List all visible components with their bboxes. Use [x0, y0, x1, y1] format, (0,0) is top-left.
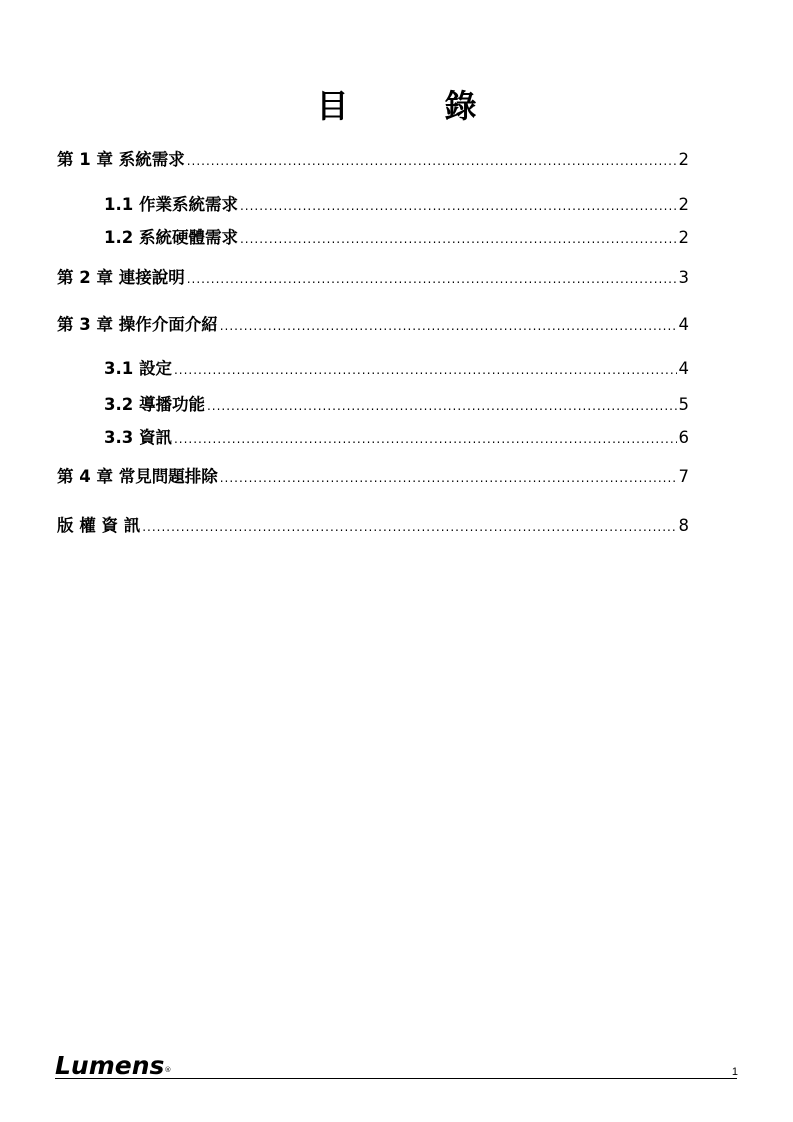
toc-leader-dots	[240, 227, 677, 251]
registered-mark: ®	[164, 1066, 172, 1074]
toc-entry-page: 6	[678, 428, 689, 447]
toc-entry-page: 5	[678, 395, 689, 414]
toc-leader-dots	[220, 466, 677, 490]
toc-leader-dots	[174, 427, 677, 451]
toc-entry-label: 1.1 作業系統需求	[104, 195, 238, 214]
toc-entry-label: 第 4 章 常見問題排除	[57, 467, 218, 486]
toc-entry-label: 版 權 資 訊	[57, 516, 141, 535]
toc-entry-label: 1.2 系統硬體需求	[104, 228, 238, 247]
toc-entry-page: 4	[678, 315, 689, 334]
toc-entry-section-3-2[interactable]	[104, 393, 689, 417]
page-number: 1	[731, 1066, 738, 1078]
toc-leader-dots	[207, 394, 677, 418]
toc-entry-page: 2	[678, 150, 689, 169]
toc-leader-dots	[187, 267, 677, 291]
toc-entry-page: 2	[678, 195, 689, 214]
toc-entry-copyright[interactable]	[57, 514, 689, 538]
toc-entry-chapter-1[interactable]	[57, 148, 689, 172]
toc-entry-page: 7	[678, 467, 689, 486]
toc-leader-dots	[142, 515, 676, 539]
toc-entry-page: 3	[678, 268, 689, 287]
toc-leader-dots	[240, 194, 677, 218]
toc-leader-dots	[220, 314, 677, 338]
toc-entry-label: 第 1 章 系統需求	[57, 150, 185, 169]
toc-entry-page: 8	[678, 516, 689, 535]
toc-entry-section-3-1[interactable]	[104, 357, 689, 381]
toc-entry-page: 4	[678, 359, 689, 378]
toc-leader-dots	[187, 149, 677, 173]
toc-entry-section-1-2[interactable]	[104, 226, 689, 250]
toc-leader-dots	[174, 358, 677, 382]
toc-entry-label: 3.2 導播功能	[104, 395, 205, 414]
toc-entry-label: 3.1 設定	[104, 359, 172, 378]
toc-entry-chapter-3[interactable]	[57, 313, 689, 337]
toc-entry-section-1-1[interactable]	[104, 193, 689, 217]
toc-entry-section-3-3[interactable]	[104, 426, 689, 450]
toc-entry-label: 3.3 資訊	[104, 428, 172, 447]
footer-divider	[55, 1078, 737, 1079]
page-title: 目 錄	[316, 87, 509, 125]
toc-entry-label: 第 2 章 連接說明	[57, 268, 185, 287]
toc-entry-chapter-4[interactable]	[57, 465, 689, 489]
toc-entry-label: 第 3 章 操作介面介紹	[57, 315, 218, 334]
toc-entry-page: 2	[678, 228, 689, 247]
logo-text: Lumens	[55, 1051, 165, 1080]
toc-entry-chapter-2[interactable]	[57, 266, 689, 290]
